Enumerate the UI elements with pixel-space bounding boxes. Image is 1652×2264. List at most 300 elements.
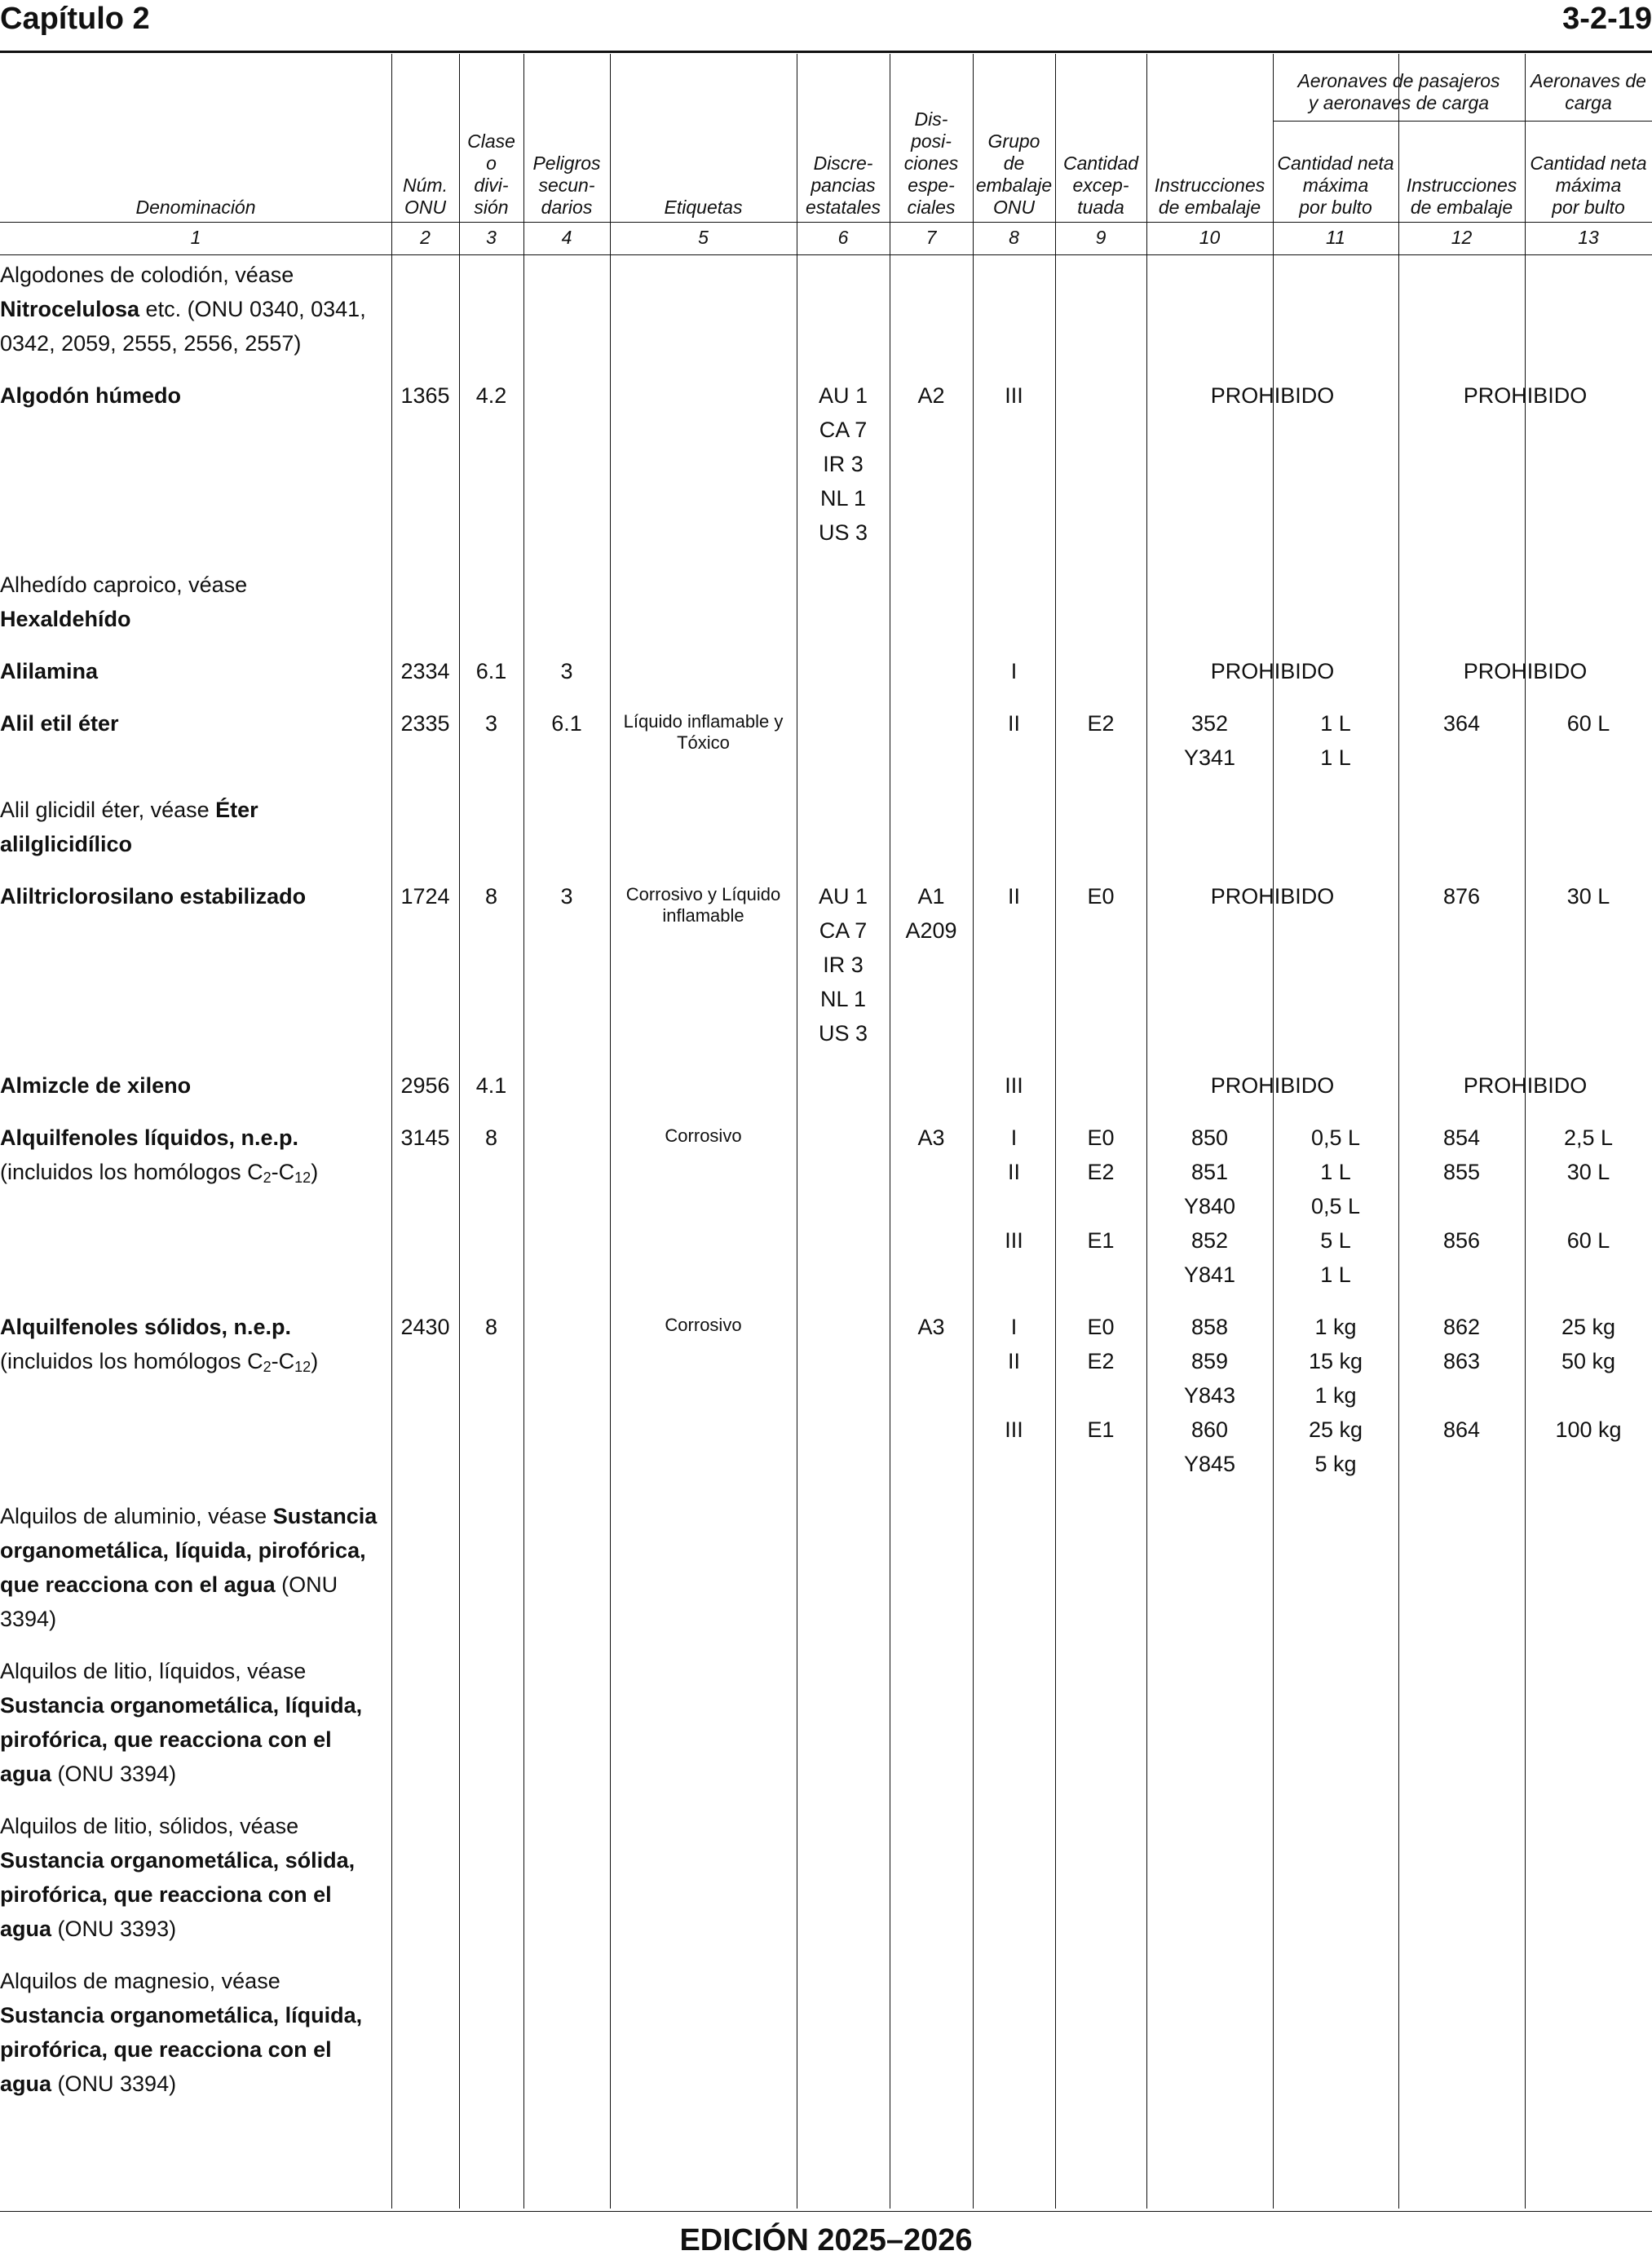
- cargo-packing-instruction: [1398, 706, 1525, 741]
- header-column-9-line: excep-: [1072, 175, 1129, 196]
- row-name: [0, 793, 391, 861]
- row-name-line: [0, 1499, 391, 1533]
- pax-packing-instruction-value: Y841: [1183, 1262, 1236, 1287]
- excepted-quantity-value: E2: [1087, 1349, 1115, 1373]
- bold-text: Alilamina: [0, 659, 99, 683]
- secondary-hazard: 3: [560, 884, 573, 909]
- header-column-8-line: de: [1003, 153, 1025, 174]
- bold-text: agua: [0, 1762, 52, 1786]
- text: Alquilos de litio, líquidos, véase: [0, 1659, 307, 1683]
- bold-text: Aliltriclorosilano estabilizado: [0, 884, 307, 909]
- excepted-quantity-value: E1: [1087, 1417, 1115, 1442]
- bold-text: pirofórica, que reacciona con el: [0, 2037, 332, 2062]
- header-column-10-line: de embalaje: [1158, 197, 1261, 218]
- cargo-max-quantity-value: 60 L: [1566, 711, 1610, 736]
- header-column-10: [1146, 175, 1273, 219]
- cargo-max-quantity: [1525, 1121, 1652, 1258]
- text: (ONU 3394): [51, 1762, 177, 1786]
- bold-text: Nitrocelulosa: [0, 297, 140, 321]
- text: Algodones de colodión, véase: [0, 263, 294, 287]
- cargo-packing-instruction-value: 876: [1442, 884, 1481, 909]
- text: -C: [271, 1349, 295, 1373]
- text: ): [311, 1349, 319, 1373]
- bold-text: organometálica, líquida, pirofórica,: [0, 1538, 366, 1563]
- pax-max-quantity-value: 0,5 L: [1310, 1125, 1361, 1150]
- row-name-line: [0, 1068, 391, 1103]
- special-provisions-value: A3: [917, 1315, 945, 1339]
- excepted-quantity: [1055, 1121, 1146, 1292]
- row-name-line: [0, 1722, 391, 1757]
- cargo-packing-instruction-value: 862: [1442, 1315, 1481, 1339]
- state-variations-value: CA 7: [819, 418, 868, 442]
- row-name-line: [0, 1809, 391, 1843]
- pax-packing-instruction-value: 858: [1190, 1315, 1229, 1339]
- cargo-packing-instruction-value: 855: [1442, 1160, 1481, 1184]
- state-variations-value: AU 1: [818, 383, 868, 408]
- header-column-2-line: ONU: [404, 197, 447, 218]
- row-name: [0, 1310, 391, 1384]
- row-name-line: [0, 1310, 391, 1344]
- header-cargo-aircraft-line: Aeronaves de carga: [1531, 70, 1646, 113]
- packing-group: [973, 1068, 1055, 1103]
- header-column-7-line: Dis-: [914, 108, 948, 130]
- class-division: 8: [484, 1315, 498, 1339]
- cargo-packing-instruction-value: 864: [1442, 1417, 1481, 1442]
- packing-group-value: III: [1005, 1073, 1023, 1098]
- header-column-11-line: máxima: [1302, 175, 1369, 196]
- header-column-12-line: de embalaje: [1410, 197, 1513, 218]
- pax-max-quantity: [1273, 1310, 1398, 1481]
- bold-text: pirofórica, que reacciona con el: [0, 1882, 332, 1907]
- row-name: [0, 1964, 391, 2101]
- packing-group: [973, 1121, 1055, 1292]
- hazard-label: Corrosivo: [665, 1125, 742, 1146]
- un-number: 2956: [400, 1073, 450, 1098]
- row-name: [0, 1809, 391, 1946]
- column-number: 12: [1451, 227, 1473, 248]
- cargo-max-quantity: [1525, 1310, 1652, 1447]
- column-number: 13: [1578, 227, 1599, 248]
- pax-max-quantity-value: 1 kg: [1314, 1315, 1357, 1339]
- excepted-quantity-value: E0: [1087, 1315, 1115, 1339]
- packing-group: [973, 378, 1055, 413]
- row-name-line: [0, 378, 391, 413]
- bold-text: Almizcle de xileno: [0, 1073, 192, 1098]
- pax-packing-instruction-value: Y840: [1183, 1194, 1236, 1218]
- bold-text: Algodón húmedo: [0, 383, 181, 408]
- row-name-line: [0, 1654, 391, 1688]
- cargo-max-quantity-value: [1525, 1378, 1652, 1413]
- state-variations-value: US 3: [818, 1021, 868, 1046]
- secondary-hazard: 3: [560, 659, 573, 683]
- cargo-forbidden: PROHIBIDO: [1463, 1073, 1588, 1098]
- row-name-line: [0, 1688, 391, 1722]
- pax-max-quantity-value: 5 L: [1320, 1228, 1351, 1253]
- cargo-packing-instruction-value: 364: [1442, 711, 1481, 736]
- column-number: 2: [420, 227, 431, 248]
- bold-text: agua: [0, 2072, 52, 2096]
- cargo-max-quantity: [1525, 706, 1652, 741]
- column-number: 5: [698, 227, 709, 248]
- row-name: [0, 879, 391, 913]
- pax-packing-instruction: [1146, 706, 1273, 775]
- pax-max-quantity-value: 1 L: [1320, 745, 1351, 770]
- excepted-quantity-value: E1: [1087, 1228, 1115, 1253]
- bold-text: Hexaldehído: [0, 607, 131, 631]
- column-number: 6: [837, 227, 849, 248]
- header-column-9: [1055, 153, 1146, 219]
- state-variations-value: CA 7: [819, 918, 868, 943]
- text: Alquilos de aluminio, véase: [0, 1504, 273, 1528]
- pax-max-quantity-value: 1 kg: [1314, 1383, 1357, 1408]
- row-name-line: [0, 2032, 391, 2067]
- pax-max-quantity-value: 1 L: [1320, 711, 1351, 736]
- bold-text: Sustancia organometálica, líquida,: [0, 1693, 363, 1718]
- bold-text: alilglicidílico: [0, 832, 133, 856]
- packing-group-value: I: [1010, 1125, 1018, 1150]
- excepted-quantity-value: [1055, 1447, 1146, 1481]
- class-division: 4.2: [475, 383, 507, 408]
- row-name-line: [0, 793, 391, 827]
- header-column-8: [973, 130, 1055, 219]
- packing-group-value: [973, 1189, 1055, 1223]
- packing-group-value: III: [1005, 1417, 1023, 1442]
- packing-group-value: [973, 1258, 1055, 1292]
- bold-text: Alil etil éter: [0, 711, 119, 736]
- bold-text: Éter: [215, 798, 258, 822]
- row-name-line: [0, 827, 391, 861]
- header-column-4-line: secun-: [538, 175, 595, 196]
- header-passenger-aircraft-line: y aeronaves de carga: [1308, 92, 1490, 113]
- cargo-max-quantity-value: 50 kg: [1561, 1349, 1616, 1373]
- header-column-7-line: ciales: [907, 197, 956, 218]
- row-name: [0, 1499, 391, 1636]
- excepted-quantity-value: [1055, 1189, 1146, 1223]
- header-column-2-line: Núm.: [403, 175, 448, 196]
- pax-packing-instruction: [1146, 1310, 1273, 1481]
- pax-packing-instruction: [1146, 1121, 1273, 1292]
- row-name: [0, 1654, 391, 1791]
- header-column-9-line: Cantidad: [1062, 153, 1139, 174]
- header-column-3-line: divi-: [474, 175, 509, 196]
- packing-group: [973, 879, 1055, 913]
- pax-forbidden: PROHIBIDO: [1210, 383, 1335, 408]
- hazard-label: Corrosivo y Líquido inflamable: [625, 884, 781, 926]
- header-column-13-line: Cantidad neta: [1530, 153, 1647, 174]
- header-passenger-aircraft: [1273, 70, 1525, 114]
- header-column-13: [1525, 153, 1652, 219]
- pax-packing-instruction-value: 859: [1190, 1349, 1229, 1373]
- packing-group-value: II: [1007, 1349, 1020, 1373]
- state-variations: [797, 378, 890, 550]
- class-division: 8: [484, 1125, 498, 1150]
- special-provisions: [890, 879, 973, 948]
- cargo-forbidden: PROHIBIDO: [1463, 659, 1588, 683]
- bold-text: Alquilfenoles sólidos, n.e.p.: [0, 1315, 292, 1339]
- header-column-5-line: Etiquetas: [664, 197, 743, 218]
- row-name-line: [0, 2067, 391, 2101]
- header-column-12: [1398, 175, 1525, 219]
- special-provisions: [890, 1121, 973, 1155]
- header-column-7-line: posi-: [911, 130, 952, 152]
- text: Alhedído caproico, véase: [0, 573, 248, 597]
- header-column-5: [610, 197, 797, 219]
- row-name-line: [0, 1912, 391, 1946]
- pax-forbidden: PROHIBIDO: [1210, 1073, 1335, 1098]
- subscript: 2: [263, 1170, 272, 1186]
- header-column-11-line: Cantidad neta: [1277, 153, 1394, 174]
- page-number: 3-2-19: [1562, 2, 1652, 36]
- subscript: 12: [294, 1170, 311, 1186]
- row-name-line: [0, 1998, 391, 2032]
- row-name-line: [0, 1155, 391, 1195]
- header-column-1-line: Denominación: [135, 197, 256, 218]
- packing-group-value: III: [1005, 383, 1023, 408]
- header-column-10-line: Instrucciones: [1154, 175, 1266, 196]
- text: (ONU 3394): [51, 2072, 177, 2096]
- pax-packing-instruction-value: 860: [1190, 1417, 1229, 1442]
- column-number: 8: [1009, 227, 1019, 248]
- excepted-quantity: [1055, 1310, 1146, 1481]
- hazard-label: Corrosivo: [665, 1315, 742, 1335]
- state-variations-value: IR 3: [823, 953, 864, 977]
- row-name: [0, 654, 391, 688]
- row-name-line: [0, 654, 391, 688]
- row-name-line: [0, 1877, 391, 1912]
- header-column-8-line: Grupo: [987, 130, 1040, 152]
- class-division: 8: [484, 884, 498, 909]
- text: Alquilos de litio, sólidos, véase: [0, 1814, 299, 1838]
- column-number: 7: [925, 227, 937, 248]
- header-column-6-line: estatales: [805, 197, 881, 218]
- row-name-line: [0, 326, 391, 360]
- text: etc. (ONU 0340, 0341,: [139, 297, 366, 321]
- bottom-rule: [0, 2211, 1652, 2212]
- row-name-line: [0, 602, 391, 636]
- text: Alquilos de magnesio, véase: [0, 1969, 280, 1993]
- pax-max-quantity-value: 0,5 L: [1310, 1194, 1361, 1218]
- packing-group: [973, 654, 1055, 688]
- cargo-max-quantity-value: 30 L: [1566, 884, 1610, 909]
- edition-footer: EDICIÓN 2025–2026: [679, 2223, 973, 2257]
- bold-text: Sustancia: [272, 1504, 378, 1528]
- row-name: [0, 258, 391, 360]
- column-number: 10: [1199, 227, 1221, 248]
- chapter-title: Capítulo 2: [0, 2, 150, 36]
- header-column-4: [523, 153, 610, 219]
- pax-max-quantity-value: 1 L: [1320, 1160, 1351, 1184]
- packing-group-value: III: [1005, 1228, 1023, 1253]
- pax-packing-instruction-value: Y845: [1183, 1452, 1236, 1476]
- special-provisions-value: A3: [917, 1125, 945, 1150]
- text: (incluidos los homólogos C: [0, 1349, 263, 1373]
- subscript: 2: [263, 1359, 272, 1375]
- state-variations-value: US 3: [818, 520, 868, 545]
- pax-packing-instruction-value: 850: [1190, 1125, 1229, 1150]
- pax-max-quantity: [1273, 706, 1398, 775]
- un-number: 2334: [400, 659, 450, 683]
- row-name: [0, 378, 391, 413]
- pax-forbidden: PROHIBIDO: [1210, 884, 1335, 909]
- row-name-line: [0, 1568, 391, 1602]
- packing-group-value: [973, 1447, 1055, 1481]
- bold-text: agua: [0, 1917, 52, 1941]
- bold-text: Alquilfenoles líquidos, n.e.p.: [0, 1125, 299, 1150]
- pax-max-quantity-value: 15 kg: [1308, 1349, 1363, 1373]
- row-name: [0, 706, 391, 741]
- row-name-line: [0, 258, 391, 292]
- excepted-quantity-value: E0: [1087, 1125, 1115, 1150]
- text: ): [311, 1160, 319, 1184]
- cargo-max-quantity-value: 30 L: [1566, 1160, 1610, 1184]
- row-name-line: [0, 1602, 391, 1636]
- un-number: 2430: [400, 1315, 450, 1339]
- pax-packing-instruction-value: 852: [1190, 1228, 1229, 1253]
- excepted-quantity-value: E0: [1087, 884, 1115, 909]
- header-column-3: [459, 130, 523, 219]
- row-name-line: [0, 568, 391, 602]
- header-column-11: [1273, 153, 1398, 219]
- pax-max-quantity: [1273, 1121, 1398, 1292]
- column-number: 11: [1326, 227, 1345, 248]
- pax-max-quantity-value: 1 L: [1320, 1262, 1351, 1287]
- header-cargo-aircraft: [1525, 70, 1652, 114]
- header-column-1: [0, 197, 391, 219]
- cargo-packing-instruction: [1398, 1121, 1525, 1258]
- header-column-4-line: darios: [541, 197, 593, 218]
- text: (incluidos los homólogos C: [0, 1160, 263, 1184]
- excepted-quantity: [1055, 706, 1146, 741]
- pax-max-quantity-value: 25 kg: [1308, 1417, 1363, 1442]
- row-name-line: [0, 1757, 391, 1791]
- class-division: 4.1: [475, 1073, 507, 1098]
- header-column-8-line: embalaje: [975, 175, 1053, 196]
- special-provisions-value: A2: [917, 383, 945, 408]
- header-column-13-line: máxima: [1555, 175, 1622, 196]
- bold-text: Sustancia organometálica, sólida,: [0, 1848, 356, 1873]
- subscript: 12: [294, 1359, 311, 1375]
- cargo-max-quantity: [1525, 879, 1652, 913]
- text: Alil glicidil éter, véase: [0, 798, 216, 822]
- group-divider: [1273, 121, 1652, 122]
- header-column-9-line: tuada: [1077, 197, 1124, 218]
- header-column-3-line: sión: [474, 197, 509, 218]
- cargo-packing-instruction: [1398, 1310, 1525, 1447]
- text: (ONU: [275, 1572, 338, 1597]
- header-column-12-line: Instrucciones: [1406, 175, 1517, 196]
- row-name: [0, 1068, 391, 1103]
- packing-group-value: [973, 1378, 1055, 1413]
- state-variations-value: NL 1: [819, 486, 867, 511]
- header-column-6-line: Discre-: [813, 153, 873, 174]
- pax-packing-instruction-value: Y341: [1183, 745, 1236, 770]
- un-number: 3145: [400, 1125, 450, 1150]
- column-number: 1: [190, 227, 201, 248]
- cargo-forbidden: PROHIBIDO: [1463, 383, 1588, 408]
- special-provisions: [890, 378, 973, 413]
- header-column-2: [391, 175, 459, 219]
- row-name-line: [0, 292, 391, 326]
- excepted-quantity: [1055, 879, 1146, 913]
- header-passenger-aircraft-line: Aeronaves de pasajeros: [1297, 70, 1500, 91]
- cargo-packing-instruction-value: 863: [1442, 1349, 1481, 1373]
- header-column-6: [797, 153, 890, 219]
- packing-group-value: I: [1010, 1315, 1018, 1339]
- column-number: 4: [561, 227, 572, 248]
- pax-packing-instruction-value: Y843: [1183, 1383, 1236, 1408]
- pax-max-quantity-value: 5 kg: [1314, 1452, 1357, 1476]
- row-name-line: [0, 1843, 391, 1877]
- excepted-quantity-value: [1055, 1258, 1146, 1292]
- state-variations-value: AU 1: [818, 884, 868, 909]
- row-name-line: [0, 1121, 391, 1155]
- bold-text: que reacciona con el agua: [0, 1572, 276, 1597]
- cargo-max-quantity-value: 60 L: [1566, 1228, 1610, 1253]
- row-name-line: [0, 1964, 391, 1998]
- cargo-packing-instruction-value: [1398, 1378, 1525, 1413]
- class-division: 6.1: [475, 659, 507, 683]
- top-rule: [0, 51, 1652, 53]
- class-division: 3: [484, 711, 498, 736]
- state-variations-value: NL 1: [819, 987, 867, 1011]
- special-provisions: [890, 1310, 973, 1344]
- secondary-hazard: 6.1: [551, 711, 582, 736]
- cargo-packing-instruction-value: 854: [1442, 1125, 1481, 1150]
- cargo-packing-instruction-value: [1398, 1189, 1525, 1223]
- header-column-4-line: Peligros: [532, 153, 601, 174]
- row-name-line: [0, 706, 391, 741]
- row-name-line: [0, 879, 391, 913]
- state-variations: [797, 879, 890, 1050]
- header-column-7-line: ciones: [903, 153, 959, 174]
- column-divider: [523, 54, 524, 2209]
- un-number: 1724: [400, 884, 450, 909]
- cargo-packing-instruction-value: 856: [1442, 1228, 1481, 1253]
- text: 0342, 2059, 2555, 2556, 2557): [0, 331, 302, 356]
- special-provisions-value: A1: [917, 884, 945, 909]
- text: (ONU 3393): [51, 1917, 177, 1941]
- column-number: 9: [1095, 227, 1106, 248]
- text: 3394): [0, 1607, 57, 1631]
- packing-group: [973, 706, 1055, 741]
- cargo-packing-instruction: [1398, 879, 1525, 913]
- excepted-quantity-value: E2: [1087, 1160, 1115, 1184]
- header-column-13-line: por bulto: [1552, 197, 1625, 218]
- packing-group-value: I: [1010, 659, 1018, 683]
- special-provisions-value: A209: [905, 918, 957, 943]
- cargo-max-quantity-value: 2,5 L: [1563, 1125, 1614, 1150]
- row-name-line: [0, 1344, 391, 1384]
- header-column-11-line: por bulto: [1299, 197, 1372, 218]
- column-number: 3: [486, 227, 497, 248]
- header-column-7: [890, 108, 973, 219]
- pax-packing-instruction-value: 851: [1190, 1160, 1229, 1184]
- hazard-label: Líquido inflamable y Tóxico: [623, 711, 784, 753]
- header-rule: [0, 222, 1652, 223]
- packing-group-value: II: [1007, 711, 1020, 736]
- cargo-max-quantity-value: 25 kg: [1561, 1315, 1616, 1339]
- pax-forbidden: PROHIBIDO: [1210, 659, 1335, 683]
- bold-text: pirofórica, que reacciona con el: [0, 1727, 332, 1752]
- pax-packing-instruction-value: 352: [1190, 711, 1229, 736]
- row-name: [0, 1121, 391, 1195]
- header-column-3-line: Clase: [467, 130, 515, 152]
- header-column-8-line: ONU: [992, 197, 1036, 218]
- row-name-line: [0, 1533, 391, 1568]
- cargo-max-quantity-value: 100 kg: [1555, 1417, 1622, 1442]
- packing-group: [973, 1310, 1055, 1481]
- excepted-quantity-value: E2: [1087, 711, 1115, 736]
